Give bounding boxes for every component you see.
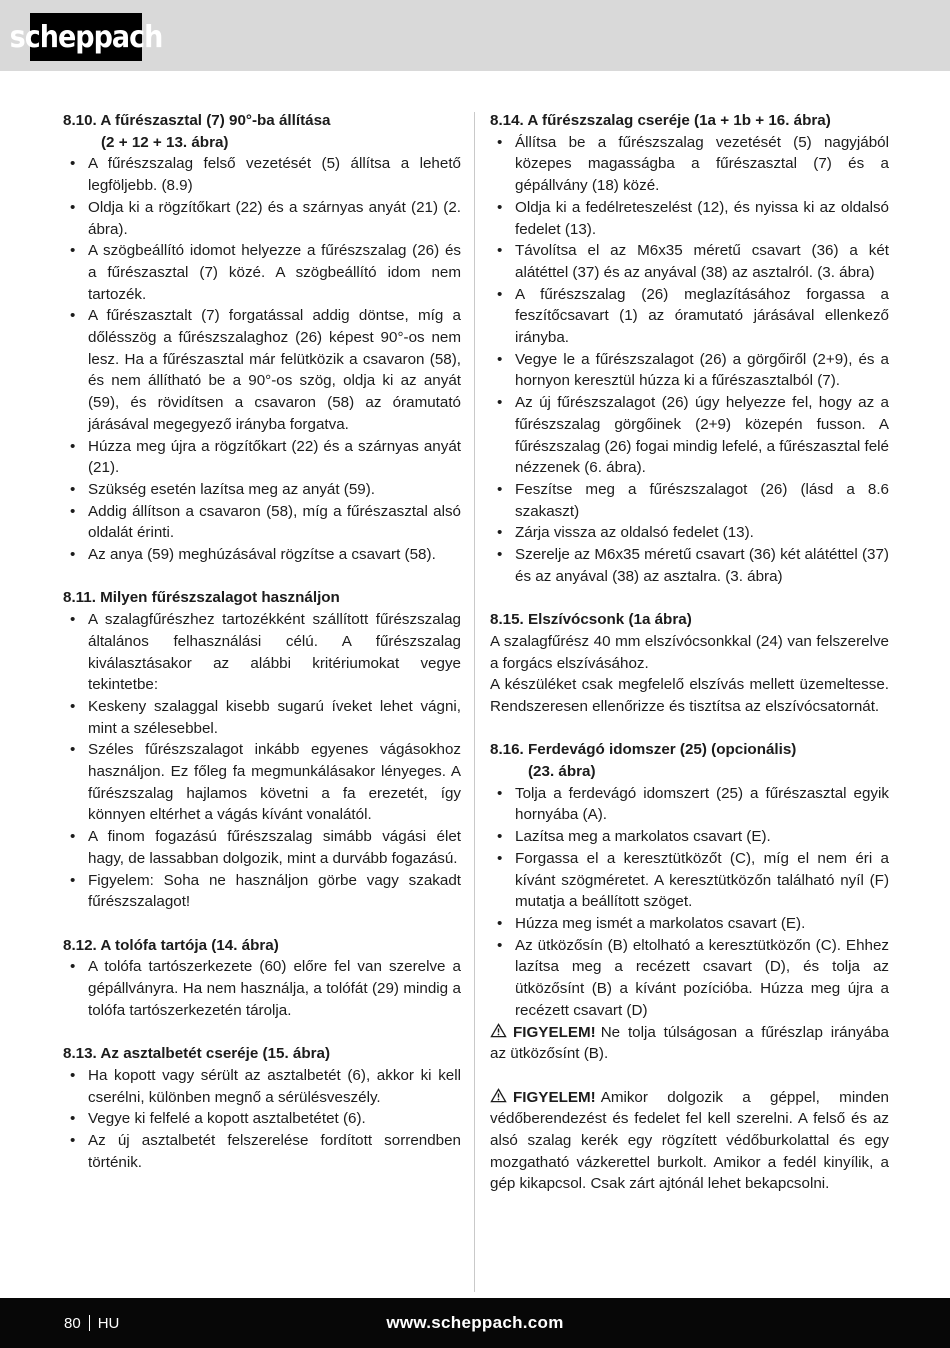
warning-paragraph [490, 1022, 889, 1065]
bullet-item: • Szükség esetén lazítsa meg az anyát (59). [63, 479, 461, 501]
section-heading [490, 739, 889, 782]
bullet-item: • Oldja ki a rögzítőkart (22) és a szárnyas anyát (21) (2. ábra). [63, 197, 461, 240]
warning-icon [490, 1023, 507, 1038]
section-heading [63, 935, 461, 957]
bullet-list [63, 153, 461, 565]
bullet-item: • Ha kopott vagy sérült az asztalbetét (6), akkor ki kell cserélni, különben megnő a sérülésveszély. [63, 1065, 461, 1108]
bullet-list [490, 783, 889, 1022]
section-heading-line: 8.15. Elszívócsonk (1a ábra) [490, 611, 692, 629]
bullet-item: • Szerelje az M6x35 méretű csavart (36) két alátéttel (37) és az anyával (38) az asztalra. (3. ábra) [490, 544, 889, 587]
bullet-item: • Forgassa el a keresztütközőt (C), míg el nem éri a kívánt szögméretet. A keresztütközőn található nyíl (F) mutatja a beállított szöget. [490, 848, 889, 913]
bullet-item: • A fűrészszalag felső vezetését (5) állítsa a lehető legföljebb. (8.9) [63, 153, 461, 196]
section-heading-line: 8.13. Az asztalbetét cseréje (15. ábra) [63, 1045, 331, 1063]
bullet-item: • Húzza meg ismét a markolatos csavart (E). [490, 913, 889, 935]
bullet-list [63, 956, 461, 1021]
bullet-list [63, 609, 461, 913]
section-heading-line: 8.12. A tolófa tartója (14. ábra) [63, 936, 279, 954]
section-heading-line: 8.16. Ferdevágó idomszer (25) (opcionális) [490, 741, 797, 759]
scheppach-logo [9, 13, 163, 61]
bullet-list [63, 1065, 461, 1174]
section-heading [490, 110, 889, 132]
bullet-list [490, 132, 889, 588]
bullet-item: • Addig állítson a csavaron (58), míg a fűrészasztal alsó oldalát érinti. [63, 501, 461, 544]
section-heading-line: (2 + 12 + 13. ábra) [101, 133, 229, 151]
warning-label: FIGYELEM! [513, 1088, 596, 1106]
bullet-item: • Tolja a ferdevágó idomszert (25) a fűrészasztal egyik hornyába (A). [490, 783, 889, 826]
section-heading [63, 587, 461, 609]
column-left [63, 110, 461, 1173]
bullet-item: • Vegye le a fűrészszalagot (26) a görgőiről (2+9), és a hornyon keresztül húzza ki a fűrészasztalból (7). [490, 349, 889, 392]
section-heading-line: 8.11. Milyen fűrészszalagot használjon [63, 589, 340, 607]
bullet-item: • A szögbeállító idomot helyezze a fűrészszalag (26) és a fűrészasztal (7) közé. A szögbeállító idom nem tartozék. [63, 240, 461, 305]
bullet-item: • A fűrészasztalt (7) forgatással addig döntse, míg a dőlésszög a fűrészszalaghoz (26) képest 90°-os nem lesz. Ha a fűrészasztal már felütközik a csavaron (58), és nem állítható be a 90°-os szög, oldja ki az anyát (59), és rövidítsen a csavaron (58) az óramutató járásával megegyező irányba forgatva. [63, 305, 461, 435]
warning-text: Ne tolja túlságosan a fűrészlap irányába az ütközősínt (B). [490, 1023, 889, 1063]
bullet-item: • Az ütközősín (B) eltolható a keresztütközőn (C). Ehhez lazítsa meg a recézett csavart (D), és tolja az ütközősínt (B) a kívánt pozícióba. Húzza meg újra a recézett csavart (D) [490, 935, 889, 1022]
bullet-item: • Az anya (59) meghúzásával rögzítse a csavart (58). [63, 544, 461, 566]
bullet-item: • Lazítsa meg a markolatos csavart (E). [490, 826, 889, 848]
bullet-item: • Húzza meg újra a rögzítőkart (22) és a szárnyas anyát (21). [63, 436, 461, 479]
bullet-item: • A fűrészszalag (26) meglazításához forgassa a feszítőcsavart (1) az óramutató járásával ellenkező irányba. [490, 284, 889, 349]
bullet-item: • Keskeny szalaggal kisebb sugarú íveket lehet vágni, mint a szélesebbel. [63, 696, 461, 739]
bullet-item: • Az új asztalbetét felszerelése fordított sorrendben történik. [63, 1130, 461, 1173]
warning-text: Amikor dolgozik a géppel, minden védőberendezést és fedelet fel kell szerelni. A felső és az alsó szalag kerék egy rögzített védőburkolattal és egy mozgatható vázkerettel burkolt. Amikor a fedél kinyílik, a gép kikapcsol. Csak zárt ajtónál lehet bekapcsolni. [490, 1088, 889, 1193]
footer-bar [0, 1298, 950, 1348]
bullet-item: • Az új fűrészszalagot (26) úgy helyezze fel, hogy az a fűrészszalag görgőinek (2+9) közepén fusson. A fűrészszalag (26) fogai mindig lefelé, a fűrészasztal felé nézzenek (6. ábra). [490, 392, 889, 479]
column-right [490, 110, 889, 1195]
bullet-item: • Figyelem: Soha ne használjon görbe vagy szakadt fűrészszalagot! [63, 870, 461, 913]
section-heading-line: 8.10. A fűrészasztal (7) 90°-ba állítása [63, 112, 331, 129]
bullet-item: • Távolítsa el az M6x35 méretű csavart (36) a két alátéttel (37) és az anyával (38) az asztalról. (3. ábra) [490, 240, 889, 283]
bullet-item: • Vegye ki felfelé a kopott asztalbetétet (6). [63, 1108, 461, 1130]
bullet-item: • A szalagfűrészhez tartozékként szállított fűrészszalag általános felhasználási célú. A fűrészszalag kiválasztásakor az alábbi kritériumokat vegye tekintetbe: [63, 609, 461, 696]
footer-language-code: HU [97, 1314, 120, 1332]
warning-icon [490, 1088, 507, 1103]
section-heading-line: 8.14. A fűrészszalag cseréje (1a + 1b + 16. ábra) [490, 112, 831, 129]
warning-label: FIGYELEM! [513, 1023, 596, 1041]
column-divider [474, 112, 475, 1292]
bullet-item: • A finom fogazású fűrészszalag simább vágási élet hagy, de lassabban dolgozik, mint a durvább fogazású. [63, 826, 461, 869]
section-heading-line: (23. ábra) [528, 763, 596, 781]
warning-paragraph [490, 1087, 889, 1196]
section-heading [490, 609, 889, 631]
bullet-item: • Feszítse meg a fűrészszalagot (26) (lásd a 8.6 szakaszt) [490, 479, 889, 522]
section-heading [63, 1043, 461, 1065]
paragraph: A készüléket csak megfelelő elszívás mellett üzemeltesse. Rendszeresen ellenőrizze és tisztítsa az elszívócsatornát. [490, 676, 889, 715]
bullet-item: • A tolófa tartószerkezete (60) előre fel van szerelve a gépállványra. Ha nem használja, a tolófát (29) mindig a tolófa tartószerkezetén tárolja. [63, 956, 461, 1021]
bullet-item: • Zárja vissza az oldalsó fedelet (13). [490, 522, 889, 544]
footer-page-number: 80 [64, 1314, 81, 1332]
scheppach-logo-text: scheppach [9, 19, 163, 55]
bullet-item: • Oldja ki a fedélreteszelést (12), és nyissa ki az oldalsó fedelet (13). [490, 197, 889, 240]
bullet-item: • Széles fűrészszalagot inkább egyenes vágásokhoz használjon. Ez főleg fa megmunkálásakor lényeges. A fűrészszalag hajlamos követni a fa erezetét, így könnyen eltérhet a vágás kívánt vonalától. [63, 739, 461, 826]
bullet-item: • Állítsa be a fűrészszalag vezetését (5) nagyjából közepes magasságba a fűrészasztal (7) és a gépállvány (18) közé. [490, 132, 889, 197]
footer-url: www.scheppach.com [386, 1313, 564, 1332]
paragraph: A szalagfűrész 40 mm elszívócsonkkal (24) van felszerelve a forgács elszívásához. [490, 632, 889, 672]
section-heading [63, 110, 461, 153]
header-band [0, 0, 950, 71]
